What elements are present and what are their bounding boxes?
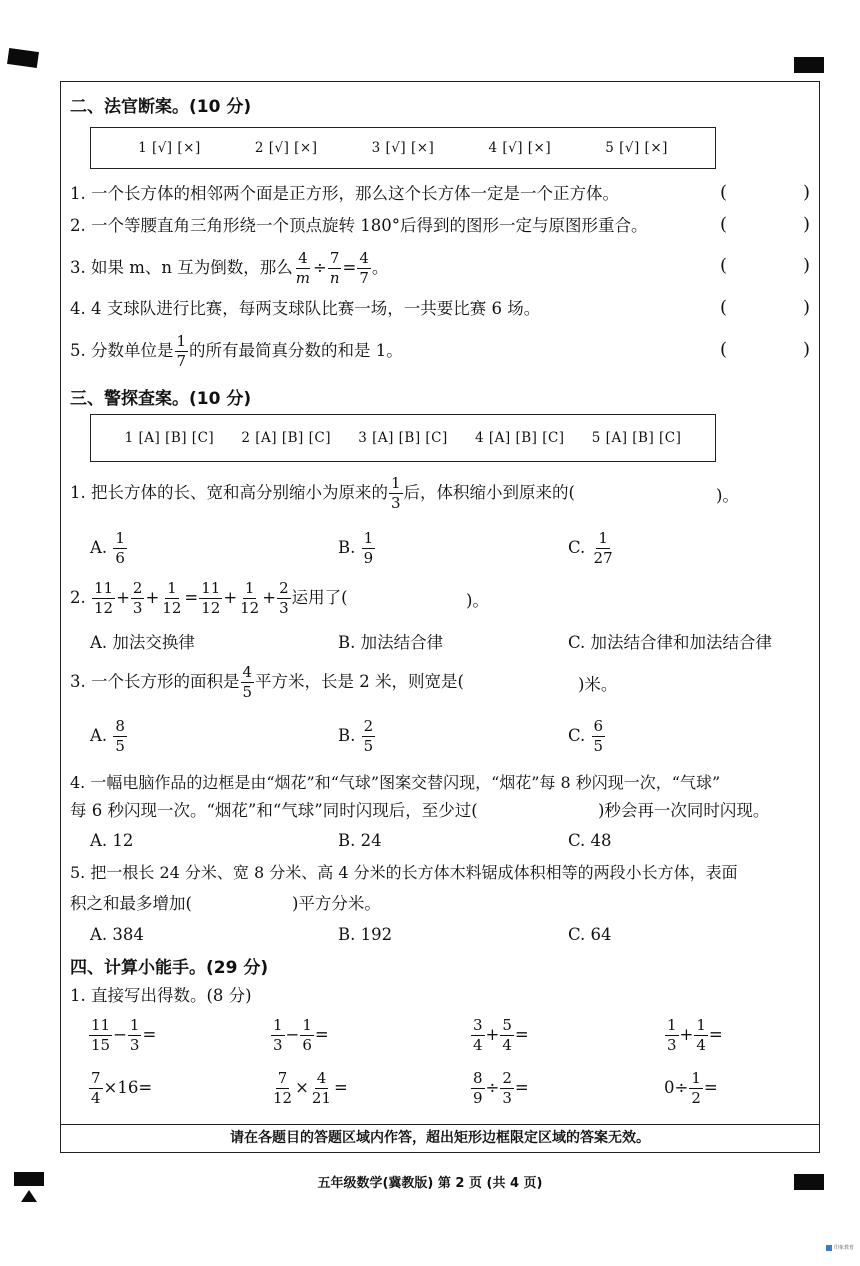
mc-question-4-line2-end: )秒会再一次同时闪现。 (598, 801, 770, 820)
answer-paren-close-2[interactable]: ) (803, 214, 811, 235)
registration-mark-top-left (7, 48, 39, 68)
section3-title: 三、警探查案。(10 分) (70, 389, 252, 409)
answer-paren-close-5[interactable]: ) (803, 339, 811, 360)
answer-slot-1[interactable]: 1 [√] [×] (138, 140, 201, 156)
calc-r1-c2: $\frac{1}{3}$ − $\frac{1}{6}$ = (273, 1016, 329, 1054)
mc-q5-option-c: C. 64 (568, 925, 612, 944)
mc-q2-option-a: A. 加法交换律 (90, 633, 195, 652)
mc-q1-option-c: C. $\frac{1}{27}$ (568, 529, 613, 567)
answer-paren-open-4[interactable]: ( (720, 297, 728, 318)
mc-q3-option-b: B. $\frac{2}{5}$ (338, 717, 374, 755)
mc-q3-option-a: A. $\frac{8}{5}$ (90, 717, 125, 755)
mc-question-4-line2: 每 6 秒闪现一次。“烟花”和“气球”同时闪现后，至少过( (70, 801, 478, 820)
answer-paren-open-2[interactable]: ( (720, 214, 728, 235)
mc-question-5-line2: 积之和最多增加( (70, 894, 192, 913)
mc-q5-option-b: B. 192 (338, 925, 393, 944)
mc-question-5-line2-end: )平方分米。 (292, 894, 381, 913)
answer-paren-close-4[interactable]: ) (803, 297, 811, 318)
calc-r2-c3: $\frac{8}{9}$ ÷ $\frac{2}{3}$ = (473, 1069, 529, 1107)
section3-answer-box (90, 414, 716, 462)
tf-question-3: 3. 如果 m、n 互为倒数，那么 $\frac{4}{m}$ ÷ $\frac{7}{n}$ = $\frac{4}{7}$ 。 (70, 249, 389, 287)
calc-r2-c1: $\frac{7}{4}$ ×16= (91, 1069, 153, 1107)
mc-q2-option-b: B. 加法结合律 (338, 633, 444, 652)
answer-slot-4[interactable]: 4 [A] [B] [C] (475, 430, 565, 446)
tf-question-5: 5. 分数单位是 $\frac{1}{7}$ 的所有最简真分数的和是 1。 (70, 332, 403, 370)
calc-r1-c4: $\frac{1}{3}$ + $\frac{1}{4}$ = (667, 1016, 723, 1054)
calc-r1-c1: $\frac{11}{15}$ − $\frac{1}{3}$ = (91, 1016, 157, 1054)
answer-slot-2[interactable]: 2 [√] [×] (254, 140, 318, 156)
mc-q1-option-a: A. $\frac{1}{6}$ (90, 529, 125, 567)
mc-question-2: 2. $\frac{11}{12}$ + $\frac{2}{3}$ + $\frac{1}{12}$ = $\frac{11}{12}$ + $\frac{1}{12}$ + $\frac{2}{3}$ 运用了( (70, 579, 348, 617)
mc-q4-option-c: C. 48 (568, 831, 612, 850)
logo-icon (826, 1245, 832, 1251)
calc-r1-c3: $\frac{3}{4}$ + $\frac{5}{4}$ = (473, 1016, 529, 1054)
section4-sub1: 1. 直接写出得数。(8 分) (70, 986, 252, 1005)
watermark-logo: 印象教育 (826, 1245, 856, 1259)
mc-question-5-line1: 5. 把一根长 24 分米、宽 8 分米、高 4 分米的长方体木料锯成体积相等的两段小长方体，表面 (70, 863, 738, 882)
answer-slot-1[interactable]: 1 [A] [B] [C] (124, 430, 215, 446)
answer-paren-close-3[interactable]: ) (803, 255, 811, 276)
answer-slot-3[interactable]: 3 [A] [B] [C] (358, 430, 448, 446)
section2-title: 二、法官断案。(10 分) (70, 97, 252, 117)
answer-slot-5[interactable]: 5 [√] [×] (605, 140, 668, 156)
tf-question-1: 1. 一个长方体的相邻两个面是正方形，那么这个长方体一定是一个正方体。 (70, 184, 619, 203)
section2-answer-box (90, 127, 716, 169)
tf-question-4: 4. 4 支球队进行比赛，每两支球队比赛一场，一共要比赛 6 场。 (70, 299, 541, 318)
answer-area-notice: 请在各题目的答题区域内作答，超出矩形边框限定区域的答案无效。 (230, 1130, 650, 1146)
mc-q4-option-b: B. 24 (338, 831, 382, 850)
answer-slot-2[interactable]: 2 [A] [B] [C] (241, 430, 331, 446)
answer-paren-open-5[interactable]: ( (720, 339, 728, 360)
mc-q3-option-c: C. $\frac{6}{5}$ (568, 717, 604, 755)
mc-q1-option-b: B. $\frac{1}{9}$ (338, 529, 374, 567)
calc-r2-c2: $\frac{7}{12}$ × $\frac{4}{21}$ = (273, 1069, 348, 1107)
mc-question-4-line1: 4. 一幅电脑作品的边框是由“烟花”和“气球”图案交替闪现，“烟花”每 8 秒闪现一次，“气球” (70, 773, 721, 792)
page-footer: 五年级数学(冀教版) 第 2 页 (共 4 页) (317, 1176, 543, 1191)
mc-q2-option-c: C. 加法结合律和加法结合律 (568, 633, 773, 652)
answer-paren-close-1[interactable]: ) (803, 182, 811, 203)
mc-question-3: 3. 一个长方形的面积是 $\frac{4}{5}$ 平方米，长是 2 米，则宽是( (70, 663, 464, 701)
registration-mark-top-right (794, 57, 824, 73)
triangle-icon (21, 1190, 37, 1202)
answer-paren-open-1[interactable]: ( (720, 182, 728, 203)
calc-r2-c4: 0÷ $\frac{1}{2}$ = (664, 1069, 718, 1107)
mc-q4-option-a: A. 12 (90, 831, 134, 850)
answer-paren-open-3[interactable]: ( (720, 255, 728, 276)
mc-question-3-end: )米。 (578, 675, 618, 694)
mc-question-1-end: )。 (716, 486, 739, 505)
mc-question-1: 1. 把长方体的长、宽和高分别缩小为原来的 $\frac{1}{3}$ 后，体积缩小到原来的( (70, 474, 575, 512)
mc-question-2-end: )。 (466, 591, 489, 610)
section4-title: 四、计算小能手。(29 分) (70, 958, 269, 978)
answer-slot-3[interactable]: 3 [√] [×] (371, 140, 435, 156)
answer-slot-5[interactable]: 5 [A] [B] [C] (591, 430, 682, 446)
mc-q5-option-a: A. 384 (90, 925, 144, 944)
answer-slot-4[interactable]: 4 [√] [×] (488, 140, 552, 156)
tf-question-2: 2. 一个等腰直角三角形绕一个顶点旋转 180°后得到的图形一定与原图形重合。 (70, 216, 648, 235)
